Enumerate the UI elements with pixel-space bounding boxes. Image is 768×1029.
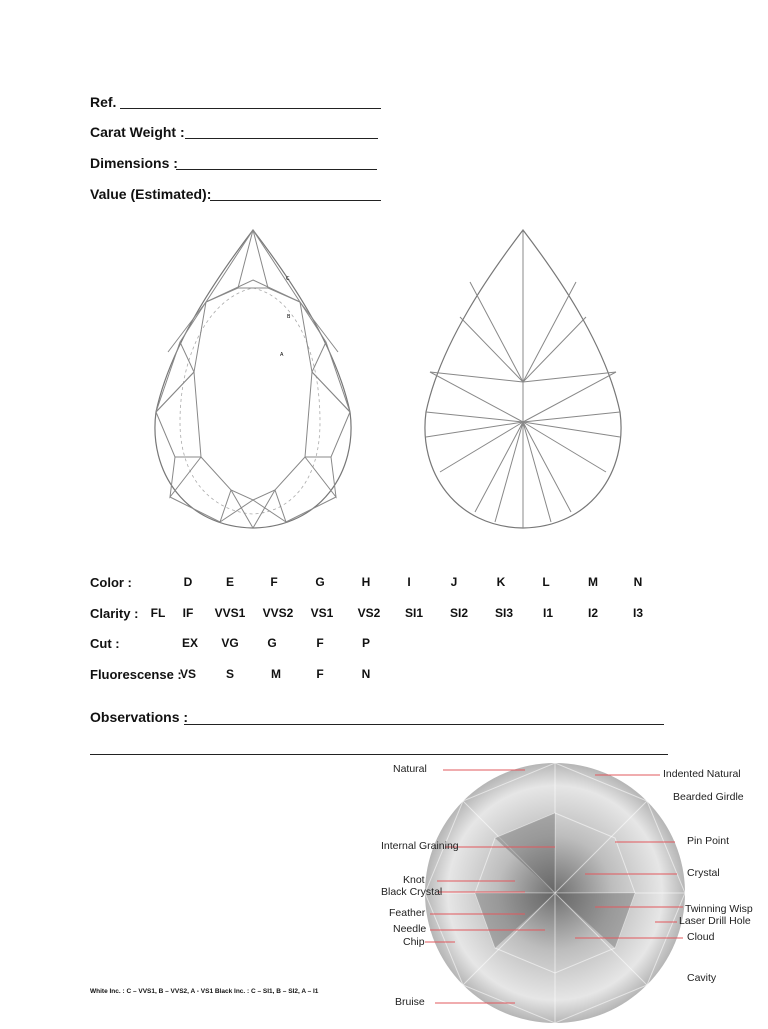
observations-label: Observations : xyxy=(90,709,189,725)
color-grade-option[interactable]: E xyxy=(225,575,234,589)
facet-letter-b: B xyxy=(287,314,291,320)
cut-grade-option[interactable]: EX xyxy=(181,636,198,650)
dimensions-label: Dimensions : xyxy=(90,155,178,171)
observations-field[interactable] xyxy=(90,709,188,725)
cut-label: Cut : xyxy=(90,636,120,651)
facet-letter-a: A xyxy=(280,352,284,358)
facet-letter-c: C xyxy=(286,276,290,282)
clarity-grade-option[interactable]: I1 xyxy=(542,606,553,620)
observations-underline xyxy=(184,724,664,725)
value-underline xyxy=(210,200,381,201)
ref-underline xyxy=(120,108,381,109)
clarity-grade-option[interactable]: I3 xyxy=(632,606,643,620)
pear-crown-view xyxy=(155,230,351,528)
clarity-grade-option[interactable]: SI3 xyxy=(494,606,513,620)
callout-twinning-wisp: Twinning Wisp xyxy=(685,903,753,915)
callout-needle: Needle xyxy=(393,923,427,935)
callout-black-crystal: Black Crystal xyxy=(381,886,443,898)
ref-field[interactable] xyxy=(90,94,116,110)
callout-internal-graining: Internal Graining xyxy=(381,840,459,852)
callout-bruise: Bruise xyxy=(395,996,425,1008)
clarity-grade-option[interactable]: SI2 xyxy=(449,606,468,620)
color-grade-option[interactable]: N xyxy=(633,575,643,589)
callout-cloud: Cloud xyxy=(687,931,715,943)
color-grade-option[interactable]: F xyxy=(270,575,278,589)
clarity-grade-option[interactable]: FL xyxy=(150,606,166,620)
callout-chip: Chip xyxy=(403,936,425,948)
clarity-grade-option[interactable]: VS1 xyxy=(310,606,334,620)
callout-bearded-girdle: Bearded Girdle xyxy=(673,791,744,803)
clarity-grade-option[interactable]: VS2 xyxy=(357,606,381,620)
color-grade-option[interactable]: D xyxy=(183,575,193,589)
color-grade-option[interactable]: M xyxy=(588,575,598,589)
cut-grade-option[interactable]: F xyxy=(316,636,324,650)
callout-cavity: Cavity xyxy=(687,972,717,984)
carat-weight-field[interactable] xyxy=(90,124,185,140)
callout-pin-point: Pin Point xyxy=(687,835,730,847)
value-field[interactable] xyxy=(90,186,211,202)
fluorescence-grade-option[interactable]: F xyxy=(316,667,324,681)
inclusion-key-note: White Inc. : C – VVS1, B – VVS2, A - VS1 Black Inc. : C – SI1, B – SI2, A – I1 xyxy=(90,988,319,995)
fluorescence-label: Fluorescense : xyxy=(90,667,182,682)
carat-weight-label: Carat Weight : xyxy=(90,124,185,140)
pear-pavilion-view xyxy=(425,230,621,528)
callout-laser-drill-hole: Laser Drill Hole xyxy=(679,915,751,927)
clarity-grade-option[interactable]: SI1 xyxy=(404,606,423,620)
clarity-grade-option[interactable]: IF xyxy=(182,606,194,620)
callout-knot: Knot xyxy=(403,874,425,886)
fluorescence-grade-option[interactable]: M xyxy=(271,667,281,681)
cut-grade-option[interactable]: P xyxy=(361,636,370,650)
value-label: Value (Estimated): xyxy=(90,186,212,202)
callout-natural: Natural xyxy=(393,763,427,775)
carat-weight-underline xyxy=(185,138,378,139)
callout-feather: Feather xyxy=(389,907,426,919)
fluorescence-grade-option[interactable]: N xyxy=(361,667,371,681)
clarity-grade-option[interactable]: VVS2 xyxy=(262,606,294,620)
dimensions-underline xyxy=(176,169,377,170)
callout-indented-natural: Indented Natural xyxy=(663,768,741,780)
color-grade-option[interactable]: G xyxy=(315,575,325,589)
inclusion-chart xyxy=(345,758,768,1024)
clarity-grade-option[interactable]: VVS1 xyxy=(214,606,246,620)
clarity-grade-option[interactable]: I2 xyxy=(587,606,598,620)
color-label: Color : xyxy=(90,575,132,590)
color-grade-option[interactable]: J xyxy=(450,575,458,589)
cut-grade-option[interactable]: G xyxy=(267,636,277,650)
dimensions-field[interactable] xyxy=(90,155,178,171)
clarity-label: Clarity : xyxy=(90,606,139,621)
ref-label: Ref. xyxy=(90,94,117,110)
cut-grade-option[interactable]: VG xyxy=(221,636,239,650)
color-grade-option[interactable]: I xyxy=(407,575,411,589)
color-grade-option[interactable]: L xyxy=(542,575,550,589)
fluorescence-grade-option[interactable]: VS xyxy=(179,667,196,681)
color-grade-option[interactable]: K xyxy=(496,575,506,589)
pear-diagrams xyxy=(140,222,640,534)
callout-crystal: Crystal xyxy=(687,867,720,879)
fluorescence-grade-option[interactable]: S xyxy=(225,667,234,681)
color-grade-option[interactable]: H xyxy=(361,575,371,589)
observations-underline-2 xyxy=(90,754,668,755)
